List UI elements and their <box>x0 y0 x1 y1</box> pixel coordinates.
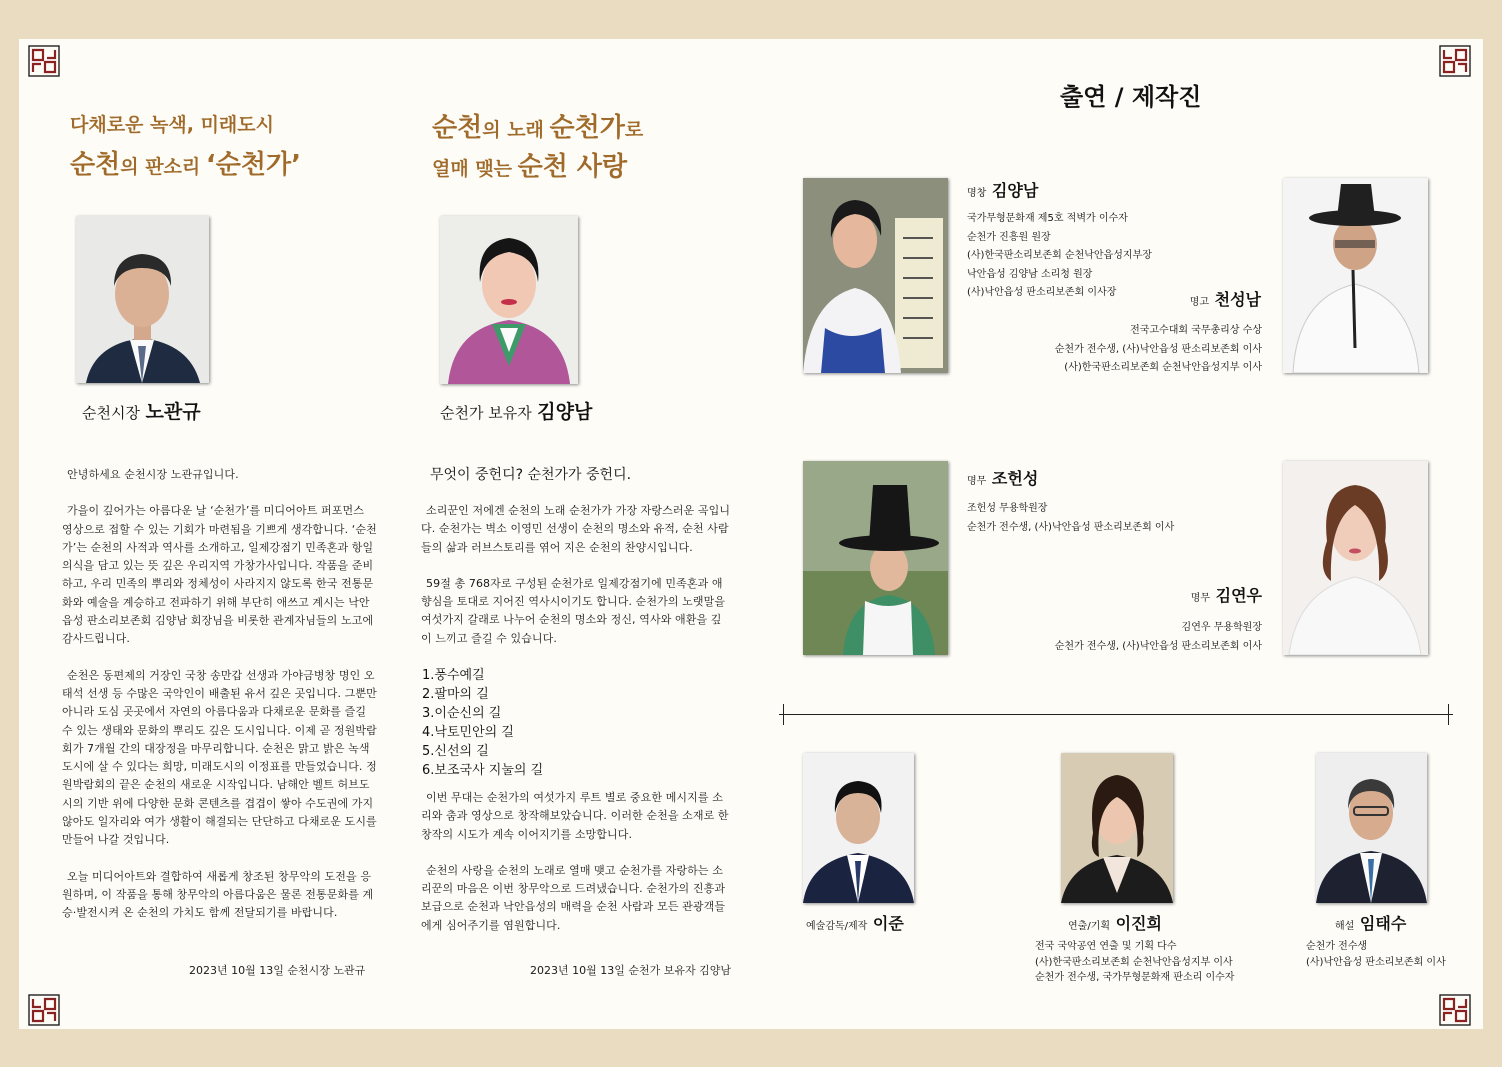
credit-line: 순천가 전수생, (사)낙안읍성 판소리보존회 이사 <box>1054 640 1262 652</box>
route-item: 3.이순신의 길 <box>422 706 502 721</box>
credit-line: 전국 국악공연 연출 및 기획 다수 <box>1035 941 1177 952</box>
mayor-letter-paragraph: 가을이 깊어가는 아름다운 날 ‘순천가’를 미디어아트 퍼포먼스 영상으로 접할 수 있는 기회가 마련됨을 기쁘게 생각합니다. ‘순천가’는 순천의 사적과 역사를 소개하고, 일제강점기 민족혼과 항일의식을 담고 있는 뜻 깊은 우리지역 가창가사입니다. 작품을 준비하고, 우리 민족의 뿌리와 정체성이 사라지지 않도록 한국 전통문화와 예술을 계승하고 전파하기 위해 부단히 애쓰고 계시는 낙안읍성 판소리보존회 김양남 회장님을 비롯한 관계자님들의 노고에 감사드립니다. <box>62 504 377 646</box>
jo-heonseong-credits <box>967 500 1174 537</box>
section-divider <box>779 714 1453 715</box>
credit-line: 순천가 전수생 <box>1306 941 1368 952</box>
holder-photo <box>440 216 578 384</box>
kim-yeonwoo-credits <box>1055 619 1262 656</box>
holder-caption: 순천가 보유자 김양남 <box>440 401 593 423</box>
kim-yeonwoo-name: 명무 김연우 <box>1190 586 1262 605</box>
jo-heonseong-photo <box>803 461 948 655</box>
credit-line: (사)한국판소리보존회 순천낙안읍성지부장 <box>967 250 1152 261</box>
credit-line: 순천가 진흥원 원장 <box>967 231 1051 243</box>
kim-yangnam-photo <box>803 178 948 373</box>
middle-headline-line1: 순천의 노래 순천가로 <box>432 113 644 143</box>
credit-line: 순천가 전수생, (사)낙안읍성 판소리보존회 이사 <box>1054 343 1262 355</box>
kim-yeonwoo-photo <box>1283 461 1428 655</box>
route-list <box>422 666 543 780</box>
left-headline-line2: 순천의 판소리 ‘순천가’ <box>70 150 301 180</box>
cheon-seongnam-name: 명고 천성남 <box>1189 290 1261 309</box>
corner-ornament-top-left <box>27 44 61 78</box>
credit-line: 전국고수대회 국무총리상 수상 <box>1130 325 1262 336</box>
cheon-seongnam-credits <box>1055 322 1262 378</box>
holder-letter-top <box>421 502 731 648</box>
lee-jinhee-credits <box>1035 939 1234 986</box>
route-item: 6.보조국사 지눌의 길 <box>422 763 544 778</box>
mayor-letter-paragraph: 순천은 동편제의 거장인 국창 송만갑 선생과 가야금병창 명인 오태석 선생 등 수많은 국악인이 배출된 유서 깊은 곳입니다. 그뿐만 아니라 도심 곳곳에서 자연의 아름다움과 다채로운 문화를 즐길 수 있는 생태와 문화의 뿌리도 깊은 도시입니다. 이제 곧 정원박람회가 7개월 간의 대장정을 마무리합니다. 순천은 맑고 밝은 녹색도시에 살 수 있다는 희망, 미래도시의 이정표를 만들었습니다. 정원박람회의 끝은 순천의 새로운 시작입니다. 남해안 벨트 허브도시의 기반 위에 다양한 문화 콘텐츠를 겹겹이 쌓아 수도권에 가지 않아도 일자리와 여가 생활이 해결되는 단단하고 다채로운 도시를 만들어 나갈 것입니다. <box>62 668 377 847</box>
credit-line: (사)한국판소리보존회 순천낙안읍성지부 이사 <box>1035 956 1233 968</box>
holder-letter-date: 2023년 10월 13일 순천가 보유자 김양남 <box>530 964 731 977</box>
holder-letter-bottom <box>421 789 731 935</box>
credit-line: (사)낙안읍성 판소리보존회 이사장 <box>967 287 1117 298</box>
kim-yangnam-name: 명창 김양남 <box>967 181 1039 200</box>
route-item: 2.팔마의 길 <box>422 687 489 702</box>
lim-taesu-name: 해설 임태수 <box>1335 914 1407 933</box>
mayor-letter-paragraph: 안녕하세요 순천시장 노관규입니다. <box>67 468 239 481</box>
credit-line: 순천가 전수생, (사)낙안읍성 판소리보존회 이사 <box>967 521 1175 533</box>
corner-ornament-top-right <box>1438 44 1472 78</box>
mayor-letter-date: 2023년 10월 13일 순천시장 노관규 <box>189 964 366 977</box>
credit-line: 조헌성 무용학원장 <box>967 503 1048 514</box>
credit-line: 김연우 무용학원장 <box>1181 622 1262 633</box>
credit-line: (사)낙안읍성 판소리보존회 이사 <box>1306 956 1446 968</box>
credit-line: 국가무형문화재 제5호 적벽가 이수자 <box>967 213 1128 224</box>
kim-yangnam-credits <box>967 210 1152 303</box>
lee-jun-photo <box>803 753 914 903</box>
divider-tick-left <box>783 704 784 725</box>
mayor-letter <box>62 466 378 923</box>
route-item: 1.풍수예길 <box>422 668 485 683</box>
holder-letter-paragraph: 59절 총 768자로 구성된 순천가로 일제강점기에 민족혼과 애향심을 토대로 지어진 역사시이기도 합니다. 순천가의 노랫말을 여섯가지 갈래로 나누어 순천의 명소와 정신, 역사와 애환을 깊이 느끼고 즐길 수 있습니다. <box>421 576 726 645</box>
holder-question: 무엇이 중헌디? 순천가가 중헌디. <box>430 467 632 483</box>
corner-ornament-bottom-left <box>27 993 61 1027</box>
mayor-letter-paragraph: 오늘 미디어아트와 결합하여 새롭게 창조된 창무악의 도전을 응원하며, 이 작품을 통해 창무악의 아름다움은 물론 전통문화를 계승·발전시켜 온 순천의 가치도 함께 전달되기를 바랍니다. <box>62 869 374 920</box>
credit-line: (사)한국판소리보존회 순천낙안읍성지부 이사 <box>1064 362 1262 373</box>
lee-jinhee-photo <box>1061 753 1173 903</box>
mayor-caption: 순천시장 노관규 <box>82 401 201 423</box>
route-item: 4.낙토민안의 길 <box>422 725 514 740</box>
lim-taesu-credits <box>1306 939 1446 970</box>
holder-letter-paragraph: 소리꾼인 저에겐 순천의 노래 순천가가 가장 자랑스러운 곡입니다. 순천가는 벽소 이영민 선생이 순천의 명소와 유적, 순천 사람들의 삶과 러브스토리를 엮어 지은 순천의 찬양시입니다. <box>421 504 731 554</box>
credit-line: 낙안읍성 김양남 소리청 원장 <box>967 268 1093 280</box>
holder-letter-paragraph: 순천의 사랑을 순천의 노래로 열매 맺고 순천가를 자랑하는 소리꾼의 마음은 이번 창무악으로 드려냈습니다. 순천가의 진흥과 보급으로 순천과 낙안읍성의 매력을 순천 사람과 모든 관광객들에게 심어주기를 염원합니다. <box>421 863 726 932</box>
corner-ornament-bottom-right <box>1438 993 1472 1027</box>
mayor-photo <box>76 216 209 383</box>
divider-tick-right <box>1448 704 1449 725</box>
route-item: 5.신선의 길 <box>422 744 489 759</box>
holder-letter-paragraph: 이번 무대는 순천가의 여섯가지 루트 별로 중요한 메시지를 소리와 춤과 영상으로 창작해보았습니다. 이러한 순천을 소재로 한 창작의 시도가 계속 이어지기를 소망합니다. <box>421 791 729 841</box>
middle-headline-line2: 열매 맺는 순천 사랑 <box>432 152 628 182</box>
lim-taesu-photo <box>1316 753 1427 903</box>
cheon-seongnam-photo <box>1283 178 1428 373</box>
jo-heonseong-name: 명무 조헌성 <box>967 469 1039 488</box>
lee-jinhee-name: 연출/기획 이진희 <box>1068 914 1162 933</box>
left-headline-line1: 다채로운 녹색, 미래도시 <box>70 114 274 136</box>
credit-line: 순천가 전수생, 국가무형문화재 판소리 이수자 <box>1035 972 1235 983</box>
lee-jun-name: 예술감독/제작 이준 <box>806 914 904 933</box>
cast-crew-title: 출연 / 제작진 <box>1060 83 1202 111</box>
